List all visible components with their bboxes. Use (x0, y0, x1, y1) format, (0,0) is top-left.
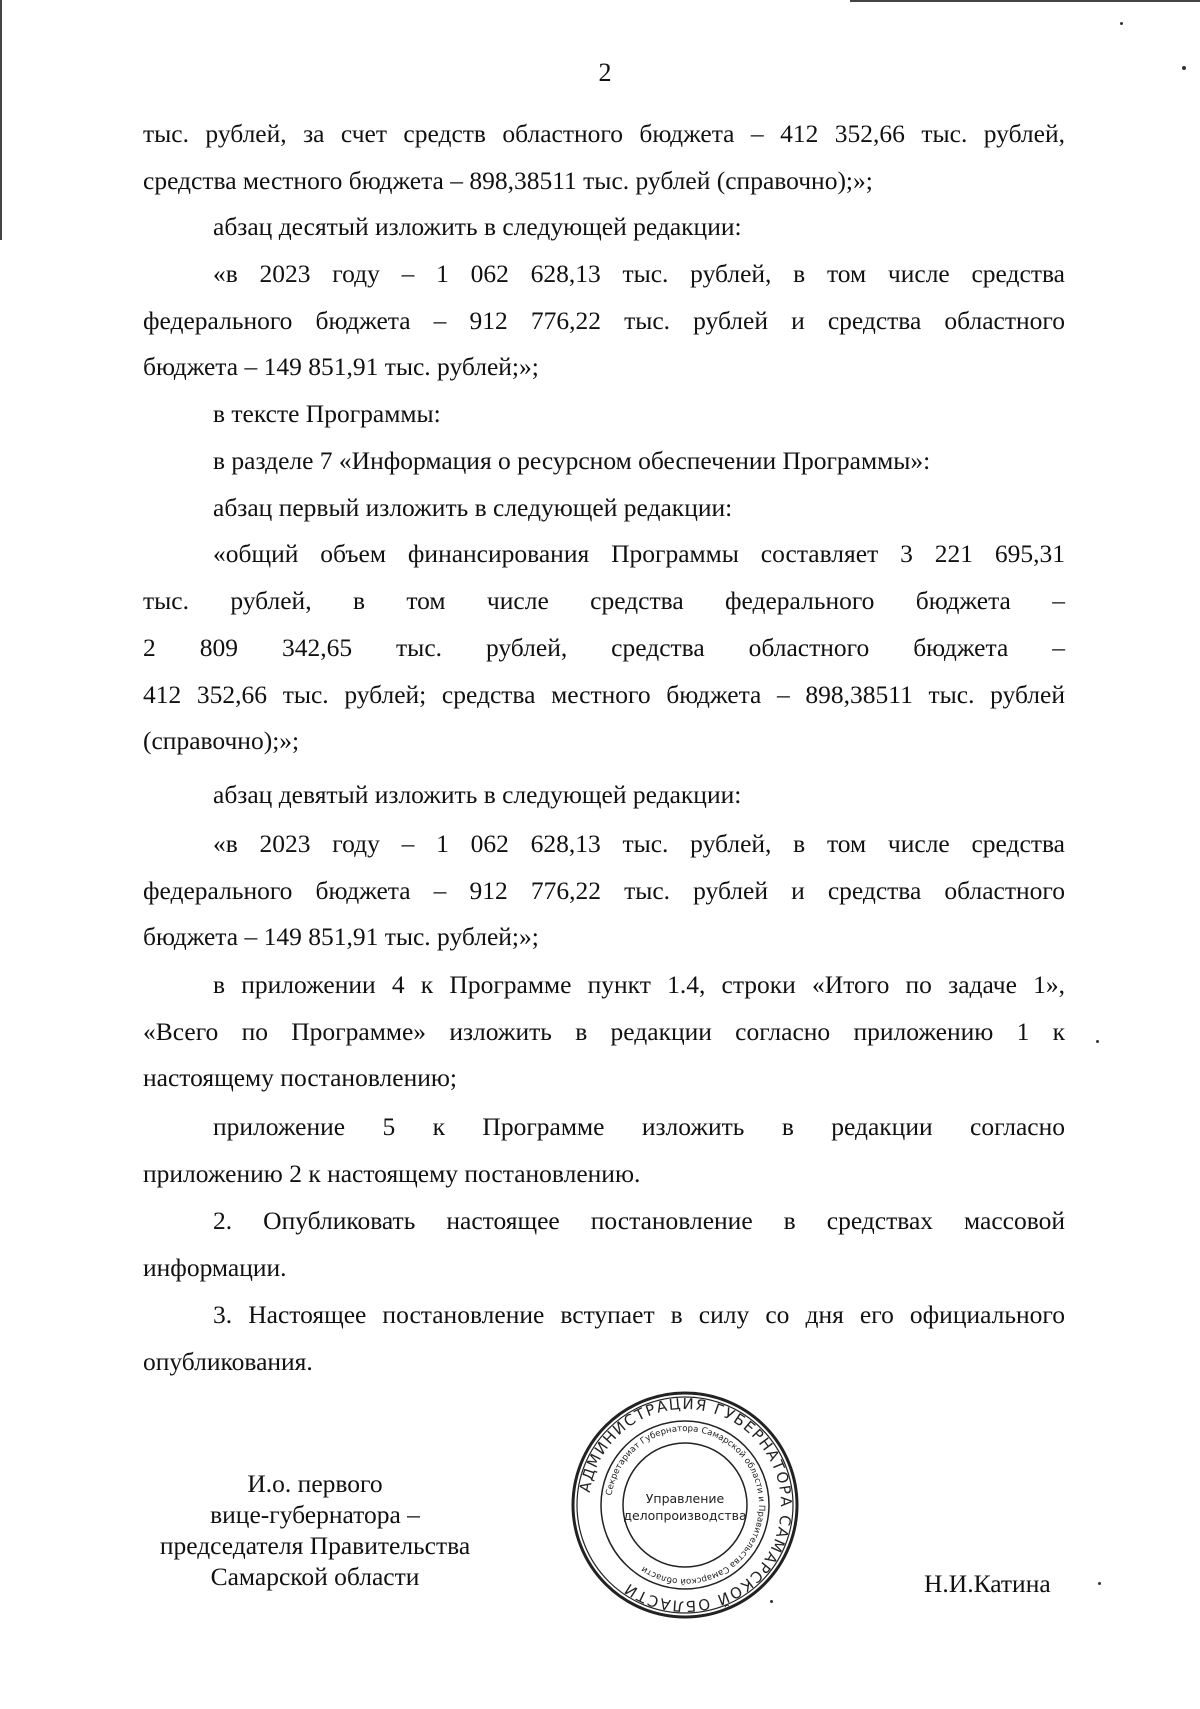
body-line-16: «в 2023 году – 1 062 628,13 тыс. рублей, в том числе средства (213, 829, 1065, 858)
seal-center-line-1: Управление (645, 1491, 725, 1506)
body-line-12: 2 809 342,65 тыс. рублей, средства областного бюджета – (143, 633, 1065, 662)
signer-title-line-4: Самарской области (210, 1562, 420, 1591)
body-line-6: бюджета – 149 851,91 тыс. рублей;»; (143, 352, 539, 381)
body-line-24: 2. Опубликовать настоящее постановление в средствах массовой (213, 1206, 1065, 1235)
body-line-4: «в 2023 году – 1 062 628,13 тыс. рублей, в том числе средства (213, 259, 1065, 288)
seal-center-line-2: делопроизводства (623, 1508, 747, 1523)
body-line-21: настоящему постановлению; (143, 1063, 457, 1092)
body-line-17: федерального бюджета – 912 776,22 тыс. рублей и средства областного (143, 876, 1065, 905)
scan-speck (1098, 1582, 1101, 1585)
body-line-27: опубликования. (143, 1347, 313, 1376)
signer-title-line-2: вице-губернатора – (210, 1500, 420, 1529)
body-line-19: в приложении 4 к Программе пункт 1.4, строки «Итого по задаче 1», (213, 970, 1065, 999)
body-line-25: информации. (143, 1253, 287, 1282)
page-number: 2 (598, 58, 612, 87)
body-line-5: федерального бюджета – 912 776,22 тыс. рублей и средства областного (143, 306, 1065, 335)
seal-outer-text: АДМИНИСТРАЦИЯ ГУБЕРНАТОРА САМАРСКОЙ ОБЛАСТИ (575, 1394, 796, 1616)
signer-title-line-1: И.о. первого (247, 1469, 383, 1498)
body-line-9: абзац первый изложить в следующей редакции: (213, 493, 733, 522)
official-seal (570, 1390, 800, 1620)
body-line-20: «Всего по Программе» изложить в редакции согласно приложению 1 к (143, 1017, 1065, 1046)
scan-speck (770, 1600, 773, 1603)
body-line-22: приложение 5 к Программе изложить в редакции согласно (213, 1112, 1065, 1141)
body-line-2: средства местного бюджета – 898,38511 тыс. рублей (справочно);»; (143, 166, 873, 195)
body-line-14: (справочно);»; (143, 726, 300, 755)
body-line-10: «общий объем финансирования Программы составляет 3 221 695,31 (213, 539, 1065, 568)
body-line-23: приложению 2 к настоящему постановлению. (143, 1159, 641, 1188)
body-line-11: тыс. рублей, в том числе средства федерального бюджета – (143, 586, 1065, 615)
body-line-18: бюджета – 149 851,91 тыс. рублей;»; (143, 922, 539, 951)
signer-name: Н.И.Катина (924, 1569, 1051, 1598)
scan-edge-top (850, 0, 1200, 2)
scan-speck (1096, 1040, 1099, 1043)
scan-speck (1182, 66, 1186, 70)
seal-inner-text: Секретариат Губернатора Самарской области и Правительства Самарской области (604, 1423, 767, 1587)
body-line-26: 3. Настоящее постановление вступает в силу со дня его официального (213, 1300, 1065, 1329)
body-line-3: абзац десятый изложить в следующей редакции: (213, 212, 742, 241)
signer-title-line-3: председателя Правительства (159, 1531, 471, 1560)
scan-speck (1120, 22, 1123, 25)
body-line-1: тыс. рублей, за счет средств областного бюджета – 412 352,66 тыс. рублей, (143, 119, 1065, 148)
body-line-8: в разделе 7 «Информация о ресурсном обеспечении Программы»: (213, 446, 931, 475)
body-line-7: в тексте Программы: (213, 399, 441, 428)
body-line-15: абзац девятый изложить в следующей редакции: (213, 780, 742, 809)
signer-title (130, 1468, 500, 1592)
scan-edge-left (0, 0, 2, 240)
body-line-13: 412 352,66 тыс. рублей; средства местного бюджета – 898,38511 тыс. рублей (143, 680, 1065, 709)
